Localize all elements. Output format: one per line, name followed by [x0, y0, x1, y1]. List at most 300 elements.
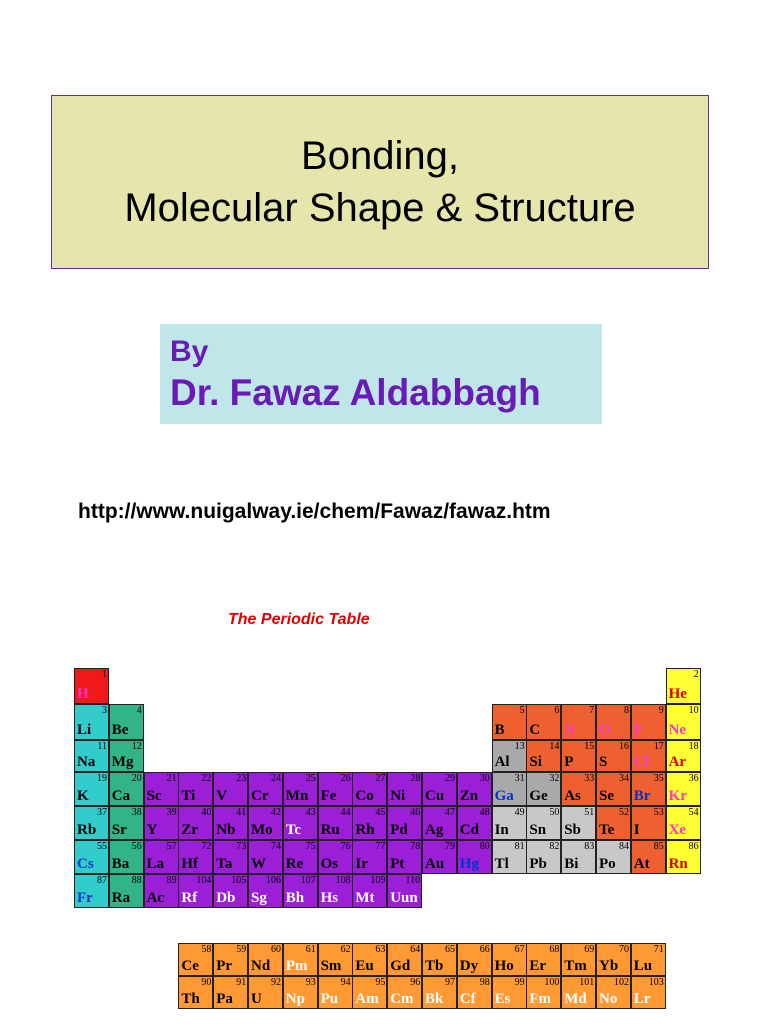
element-symbol: W — [251, 856, 266, 872]
element-cell-mg — [109, 740, 144, 772]
element-cell-zr — [178, 806, 213, 840]
element-symbol: Pt — [390, 856, 405, 872]
element-cell-h — [74, 668, 109, 704]
atomic-number: 13 — [514, 741, 525, 752]
element-symbol: Zn — [459, 788, 479, 804]
element-cell-pa — [213, 976, 248, 1009]
element-symbol: Al — [494, 754, 510, 770]
atomic-number: 35 — [653, 773, 664, 784]
element-symbol: Mg — [111, 754, 134, 770]
element-cell-tl — [492, 840, 527, 874]
atomic-number: 88 — [131, 875, 142, 886]
element-symbol: Sr — [111, 822, 127, 838]
atomic-number: 67 — [514, 944, 525, 955]
element-cell-re — [283, 840, 318, 874]
atomic-number: 41 — [236, 807, 247, 818]
element-symbol: As — [564, 788, 581, 804]
atomic-number: 40 — [201, 807, 212, 818]
atomic-number: 5 — [519, 705, 525, 716]
element-cell-b — [492, 704, 527, 740]
element-symbol: Fm — [529, 991, 552, 1007]
element-symbol: Br — [633, 788, 651, 804]
atomic-number: 59 — [236, 944, 247, 955]
element-symbol: Ca — [111, 788, 131, 804]
element-symbol: Dy — [459, 958, 479, 974]
element-symbol: Es — [494, 991, 511, 1007]
atomic-number: 7 — [589, 705, 595, 716]
element-symbol: Ar — [668, 754, 687, 770]
atomic-number: 15 — [584, 741, 595, 752]
element-symbol: Rf — [181, 890, 198, 906]
element-cell-i — [631, 806, 666, 840]
element-cell-w — [248, 840, 283, 874]
element-cell-ho — [492, 943, 527, 976]
atomic-number: 103 — [648, 977, 664, 988]
atomic-number: 32 — [549, 773, 560, 784]
element-cell-tc — [283, 806, 318, 840]
atomic-number: 75 — [305, 841, 316, 852]
element-cell-pu — [318, 976, 353, 1009]
element-symbol: He — [668, 686, 687, 702]
atomic-number: 84 — [619, 841, 629, 852]
atomic-number: 69 — [584, 944, 595, 955]
element-symbol: Sn — [529, 822, 547, 838]
atomic-number: 79 — [445, 841, 455, 852]
element-cell-ni — [387, 772, 422, 806]
element-symbol: Xe — [668, 822, 687, 838]
element-cell-es — [492, 976, 527, 1009]
element-symbol: N — [564, 722, 576, 738]
element-symbol: Eu — [355, 958, 374, 974]
atomic-number: 16 — [619, 741, 629, 752]
element-cell-ti — [178, 772, 213, 806]
element-symbol: Ru — [320, 822, 340, 838]
element-symbol: Er — [529, 958, 547, 974]
element-cell-am — [352, 976, 387, 1009]
element-symbol: P — [564, 754, 574, 770]
author-by-label: By — [170, 335, 209, 368]
element-symbol: Cf — [459, 991, 476, 1007]
element-cell-db — [213, 874, 248, 908]
element-symbol: Be — [111, 722, 129, 738]
atomic-number: 25 — [305, 773, 316, 784]
element-cell-ba — [109, 840, 144, 874]
element-cell-tm — [561, 943, 596, 976]
element-cell-sb — [561, 806, 596, 840]
atomic-number: 14 — [549, 741, 560, 752]
element-cell-bi — [561, 840, 596, 874]
element-cell-na — [74, 740, 109, 772]
atomic-number: 60 — [271, 944, 281, 955]
element-cell-co — [352, 772, 387, 806]
element-cell-hg — [457, 840, 492, 874]
element-symbol: F — [633, 722, 643, 738]
atomic-number: 71 — [653, 944, 664, 955]
element-cell-cl — [631, 740, 666, 772]
periodic-table-title: The Periodic Table — [228, 611, 370, 628]
atomic-number: 80 — [479, 841, 490, 852]
element-symbol: Bh — [285, 890, 305, 906]
element-cell-cf — [457, 976, 492, 1009]
element-symbol: Os — [320, 856, 339, 872]
element-cell-no — [596, 976, 631, 1009]
element-symbol: Nd — [251, 958, 271, 974]
element-cell-ne — [666, 704, 701, 740]
element-cell-rh — [352, 806, 387, 840]
element-cell-tb — [422, 943, 457, 976]
element-symbol: Rh — [355, 822, 375, 838]
atomic-number: 29 — [445, 773, 455, 784]
element-symbol: Ce — [181, 958, 199, 974]
element-symbol: Mn — [285, 788, 309, 804]
element-symbol: Cu — [425, 788, 445, 804]
element-symbol: Po — [599, 856, 616, 872]
atomic-number: 102 — [614, 977, 629, 988]
element-symbol: Pr — [216, 958, 233, 974]
element-cell-au — [422, 840, 457, 874]
element-cell-pm — [283, 943, 318, 976]
atomic-number: 19 — [97, 773, 107, 784]
atomic-number: 64 — [410, 944, 421, 955]
atomic-number: 68 — [549, 944, 560, 955]
atomic-number: 47 — [445, 807, 455, 818]
element-cell-kr — [666, 772, 701, 806]
element-cell-ag — [422, 806, 457, 840]
element-symbol: Fr — [77, 890, 93, 906]
element-symbol: Na — [77, 754, 96, 770]
element-symbol: Nb — [216, 822, 236, 838]
element-cell-u — [248, 976, 283, 1009]
atomic-number: 82 — [549, 841, 560, 852]
element-cell-ca — [109, 772, 144, 806]
element-cell-pr — [213, 943, 248, 976]
atomic-number: 99 — [514, 977, 525, 988]
element-symbol: Ti — [181, 788, 196, 804]
atomic-number: 44 — [340, 807, 351, 818]
element-cell-th — [178, 976, 213, 1009]
element-cell-k — [74, 772, 109, 806]
element-cell-ra — [109, 874, 144, 908]
element-symbol: Hg — [459, 856, 479, 872]
element-cell-lu — [631, 943, 666, 976]
element-cell-rb — [74, 806, 109, 840]
element-cell-he — [666, 668, 701, 704]
atomic-number: 43 — [305, 807, 316, 818]
element-symbol: Cl — [633, 754, 649, 770]
element-cell-rf — [178, 874, 213, 908]
atomic-number: 3 — [102, 705, 107, 716]
element-cell-uun — [387, 874, 422, 908]
website-link[interactable]: http://www.nuigalway.ie/chem/Fawaz/fawaz.htm — [78, 500, 551, 523]
element-symbol: Ni — [390, 788, 406, 804]
element-symbol: Rb — [77, 822, 97, 838]
atomic-number: 72 — [201, 841, 212, 852]
element-symbol: Bi — [564, 856, 579, 872]
element-symbol: Sg — [251, 890, 267, 906]
element-symbol: Cd — [459, 822, 479, 838]
element-symbol: Te — [599, 822, 615, 838]
atomic-number: 107 — [300, 875, 316, 886]
element-symbol: Co — [355, 788, 374, 804]
atomic-number: 56 — [131, 841, 142, 852]
element-symbol: Sb — [564, 822, 581, 838]
atomic-number: 42 — [271, 807, 281, 818]
element-symbol: Gd — [390, 958, 411, 974]
element-symbol: Si — [529, 754, 542, 770]
atomic-number: 110 — [405, 875, 421, 886]
atomic-number: 92 — [271, 977, 281, 988]
element-symbol: O — [599, 722, 611, 738]
element-cell-in — [492, 806, 527, 840]
element-cell-pt — [387, 840, 422, 874]
atomic-number: 23 — [236, 773, 247, 784]
element-symbol: H — [77, 686, 89, 702]
element-symbol: Re — [285, 856, 304, 872]
element-cell-sg — [248, 874, 283, 908]
element-cell-pd — [387, 806, 422, 840]
atomic-number: 66 — [479, 944, 490, 955]
atomic-number: 31 — [514, 773, 525, 784]
element-cell-po — [596, 840, 631, 874]
element-cell-ce — [178, 943, 213, 976]
element-cell-te — [596, 806, 631, 840]
atomic-number: 11 — [97, 741, 107, 752]
atomic-number: 63 — [375, 944, 386, 955]
element-cell-er — [526, 943, 561, 976]
atomic-number: 78 — [410, 841, 421, 852]
element-cell-si — [526, 740, 561, 772]
element-symbol: I — [633, 822, 640, 838]
atomic-number: 100 — [544, 977, 560, 988]
atomic-number: 26 — [340, 773, 351, 784]
element-cell-yb — [596, 943, 631, 976]
atomic-number: 28 — [410, 773, 421, 784]
element-symbol: Lu — [633, 958, 653, 974]
atomic-number: 86 — [688, 841, 699, 852]
atomic-number: 17 — [653, 741, 664, 752]
element-symbol: Fe — [320, 788, 337, 804]
element-cell-bh — [283, 874, 318, 908]
atomic-number: 36 — [688, 773, 699, 784]
atomic-number: 74 — [271, 841, 281, 852]
element-symbol: Hf — [181, 856, 199, 872]
atomic-number: 85 — [653, 841, 664, 852]
element-symbol: Ge — [529, 788, 548, 804]
atomic-number: 83 — [584, 841, 595, 852]
element-cell-cu — [422, 772, 457, 806]
element-cell-bk — [422, 976, 457, 1009]
atomic-number: 51 — [584, 807, 595, 818]
element-cell-se — [596, 772, 631, 806]
atomic-number: 20 — [131, 773, 142, 784]
element-symbol: Rn — [668, 856, 688, 872]
atomic-number: 18 — [688, 741, 699, 752]
element-symbol: V — [216, 788, 228, 804]
element-cell-pb — [526, 840, 561, 874]
element-symbol: Th — [181, 991, 200, 1007]
element-symbol: Pa — [216, 991, 233, 1007]
atomic-number: 73 — [236, 841, 247, 852]
element-cell-hf — [178, 840, 213, 874]
element-symbol: Uun — [390, 890, 418, 906]
element-symbol: Cs — [77, 856, 94, 872]
atomic-number: 105 — [231, 875, 247, 886]
atomic-number: 8 — [624, 705, 629, 716]
element-cell-ga — [492, 772, 527, 806]
atomic-number: 6 — [554, 705, 560, 716]
title-line-2: Molecular Shape & Structure — [124, 186, 636, 230]
element-cell-sm — [318, 943, 353, 976]
element-cell-os — [318, 840, 353, 874]
element-symbol: Kr — [668, 788, 687, 804]
element-cell-eu — [352, 943, 387, 976]
atomic-number: 21 — [166, 773, 177, 784]
element-cell-li — [74, 704, 109, 740]
element-cell-sc — [144, 772, 179, 806]
element-symbol: B — [494, 722, 505, 738]
atomic-number: 48 — [479, 807, 490, 818]
author-name: Dr. Fawaz Aldabbagh — [170, 372, 541, 413]
element-symbol: Tl — [494, 856, 509, 872]
atomic-number: 91 — [236, 977, 247, 988]
atomic-number: 22 — [201, 773, 212, 784]
element-symbol: Sc — [146, 788, 162, 804]
element-cell-be — [109, 704, 144, 740]
atomic-number: 45 — [375, 807, 386, 818]
atomic-number: 89 — [166, 875, 177, 886]
element-symbol: Zr — [181, 822, 199, 838]
atomic-number: 81 — [514, 841, 525, 852]
element-symbol: Pb — [529, 856, 547, 872]
element-symbol: Y — [146, 822, 158, 838]
element-cell-cd — [457, 806, 492, 840]
atomic-number: 1 — [102, 669, 107, 680]
element-cell-mo — [248, 806, 283, 840]
element-cell-v — [213, 772, 248, 806]
element-symbol: La — [146, 856, 165, 872]
element-symbol: Pd — [390, 822, 408, 838]
element-symbol: Np — [285, 991, 305, 1007]
atomic-number: 34 — [619, 773, 629, 784]
atomic-number: 39 — [166, 807, 177, 818]
element-symbol: At — [633, 856, 650, 872]
atomic-number: 70 — [619, 944, 629, 955]
element-cell-sn — [526, 806, 561, 840]
element-symbol: S — [599, 754, 608, 770]
element-cell-f — [631, 704, 666, 740]
element-cell-y — [144, 806, 179, 840]
atomic-number: 33 — [584, 773, 595, 784]
atomic-number: 57 — [166, 841, 177, 852]
element-cell-gd — [387, 943, 422, 976]
element-cell-fe — [318, 772, 353, 806]
element-symbol: Ba — [111, 856, 130, 872]
element-cell-rn — [666, 840, 701, 874]
element-cell-ar — [666, 740, 701, 772]
element-cell-fm — [526, 976, 561, 1009]
atomic-number: 53 — [653, 807, 664, 818]
element-cell-c — [526, 704, 561, 740]
element-symbol: Ac — [146, 890, 165, 906]
atomic-number: 58 — [201, 944, 212, 955]
element-symbol: Cm — [390, 991, 414, 1007]
atomic-number: 2 — [693, 669, 699, 680]
element-symbol: Ho — [494, 958, 514, 974]
element-cell-mn — [283, 772, 318, 806]
atomic-number: 54 — [688, 807, 699, 818]
element-symbol: Li — [77, 722, 92, 738]
element-cell-ge — [526, 772, 561, 806]
element-cell-mt — [352, 874, 387, 908]
atomic-number: 55 — [97, 841, 107, 852]
element-symbol: Am — [355, 991, 379, 1007]
element-cell-ac — [144, 874, 179, 908]
element-symbol: K — [77, 788, 89, 804]
element-cell-zn — [457, 772, 492, 806]
atomic-number: 108 — [335, 875, 351, 886]
atomic-number: 9 — [658, 705, 664, 716]
element-symbol: Tb — [425, 958, 444, 974]
atomic-number: 52 — [619, 807, 629, 818]
atomic-number: 97 — [445, 977, 455, 988]
element-cell-as — [561, 772, 596, 806]
element-symbol: Se — [599, 788, 614, 804]
atomic-number: 24 — [271, 773, 281, 784]
element-symbol: Mt — [355, 890, 375, 906]
atomic-number: 77 — [375, 841, 386, 852]
element-cell-br — [631, 772, 666, 806]
element-cell-ta — [213, 840, 248, 874]
atomic-number: 101 — [579, 977, 595, 988]
element-cell-p — [561, 740, 596, 772]
element-cell-hs — [318, 874, 353, 908]
atomic-number: 12 — [131, 741, 142, 752]
atomic-number: 50 — [549, 807, 560, 818]
element-symbol: In — [494, 822, 509, 838]
element-cell-at — [631, 840, 666, 874]
element-symbol: Yb — [599, 958, 619, 974]
element-symbol: Ir — [355, 856, 368, 872]
element-cell-np — [283, 976, 318, 1009]
element-cell-dy — [457, 943, 492, 976]
atomic-number: 62 — [340, 944, 351, 955]
element-cell-sr — [109, 806, 144, 840]
element-symbol: Au — [425, 856, 445, 872]
element-cell-la — [144, 840, 179, 874]
atomic-number: 95 — [375, 977, 386, 988]
element-symbol: Mo — [251, 822, 273, 838]
element-cell-al — [492, 740, 527, 772]
atomic-number: 90 — [201, 977, 212, 988]
element-symbol: No — [599, 991, 618, 1007]
element-symbol: Pu — [320, 991, 339, 1007]
atomic-number: 104 — [196, 875, 212, 886]
element-symbol: Tm — [564, 958, 587, 974]
element-symbol: Hs — [320, 890, 339, 906]
atomic-number: 65 — [445, 944, 455, 955]
atomic-number: 37 — [97, 807, 107, 818]
element-symbol: U — [251, 991, 262, 1007]
atomic-number: 38 — [131, 807, 142, 818]
title-box — [51, 95, 709, 269]
element-symbol: Tc — [285, 822, 302, 838]
atomic-number: 61 — [305, 944, 316, 955]
element-symbol: C — [529, 722, 541, 738]
atomic-number: 10 — [688, 705, 699, 716]
element-cell-cs — [74, 840, 109, 874]
author-box — [160, 324, 602, 424]
element-symbol: Pm — [285, 958, 308, 974]
